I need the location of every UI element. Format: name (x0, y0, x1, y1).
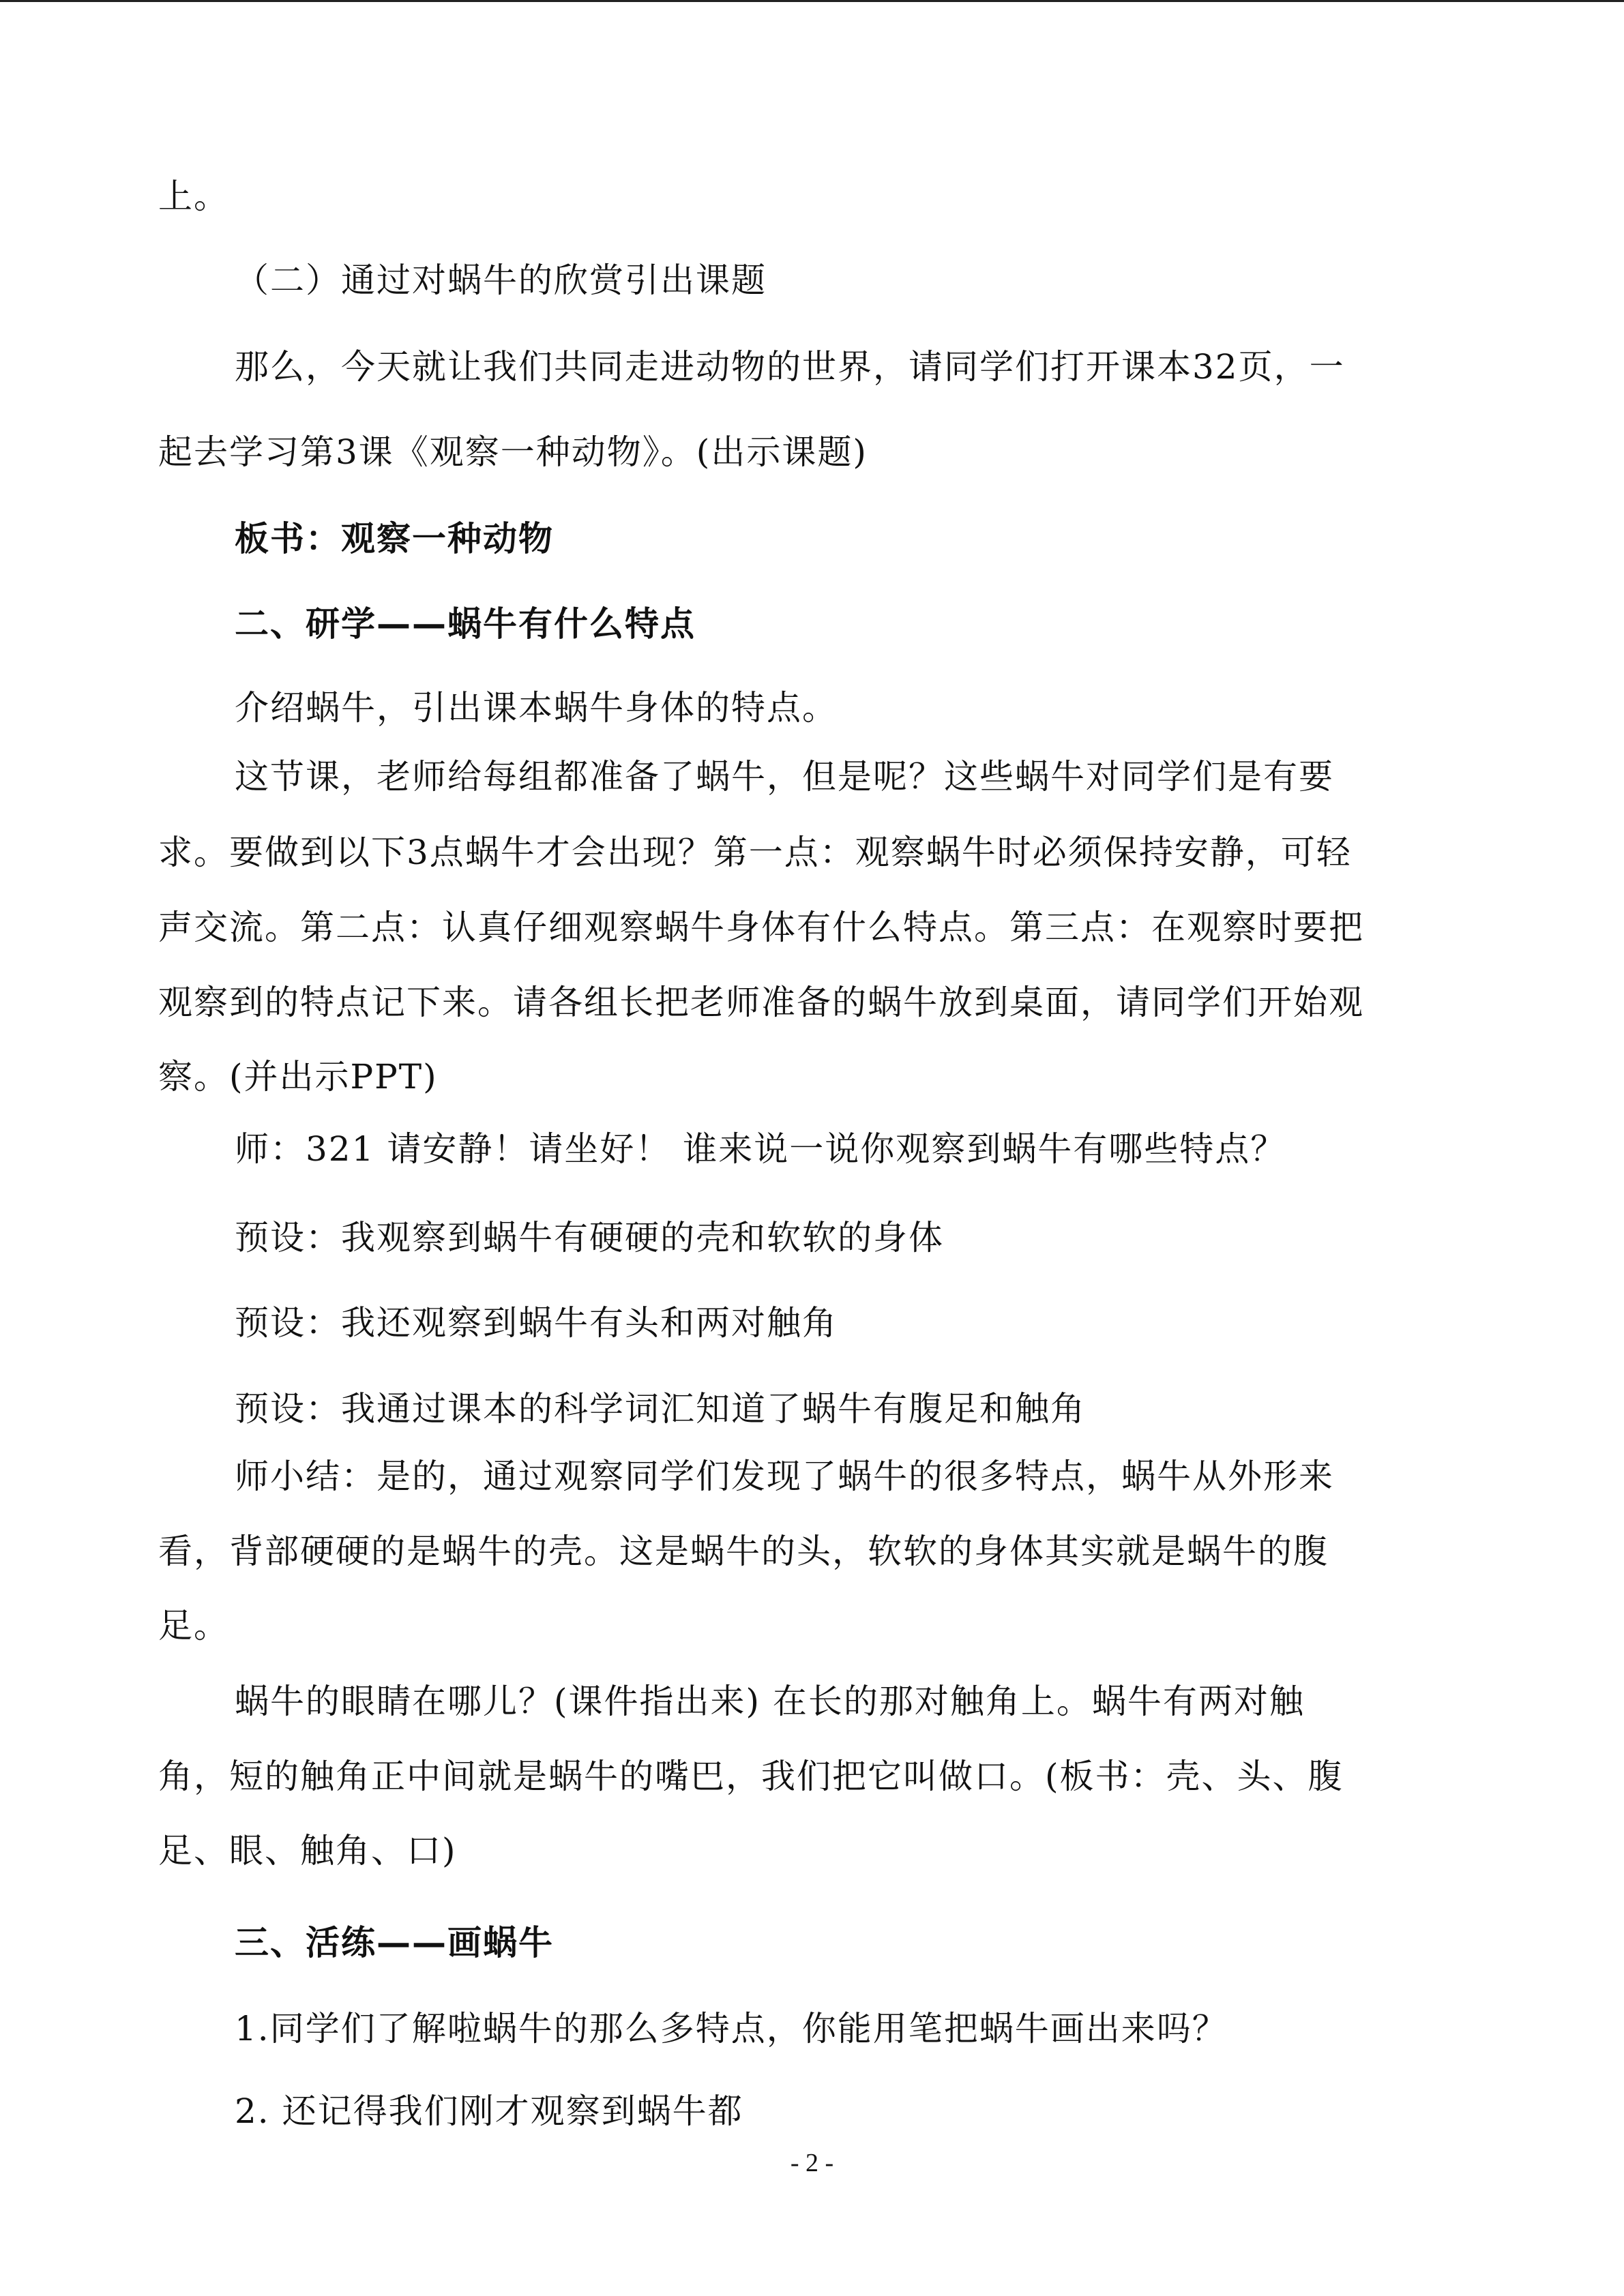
paragraph-line: 观察到的特点记下来。请各组长把老师准备的蜗牛放到桌面，请同学们开始观 (158, 983, 1364, 1022)
paragraph-line: 求。要做到以下3点蜗牛才会出现？第一点：观察蜗牛时必须保持安静，可轻 (158, 833, 1352, 872)
expected-answer-line: 预设：我还观察到蜗牛有头和两对触角 (235, 1303, 838, 1343)
top-border-line (0, 0, 1624, 2)
paragraph-line: 起去学习第3课《观察一种动物》。(出示课题) (158, 432, 868, 472)
paragraph-line: 角，短的触角正中间就是蜗牛的嘴巴，我们把它叫做口。(板书：壳、头、腹 (158, 1757, 1344, 1796)
paragraph-line: 这节课，老师给每组都准备了蜗牛，但是呢？这些蜗牛对同学们是有要 (235, 757, 1334, 796)
paragraph-line: 察。(并出示PPT) (158, 1057, 438, 1097)
list-item: 2. 还记得我们刚才观察到蜗牛都 (235, 2091, 743, 2131)
teacher-line: 师：321 请安静！请坐好！ 谁来说一说你观察到蜗牛有哪些特点？ (235, 1129, 1286, 1169)
paragraph-line: 足。 (158, 1606, 229, 1645)
paragraph-line: 足、眼、触角、口) (158, 1831, 457, 1870)
paragraph-line: 蜗牛的眼睛在哪儿？(课件指出来) 在长的那对触角上。蜗牛有两对触 (235, 1682, 1305, 1721)
section-heading: 二、研学——蜗牛有什么特点 (235, 604, 696, 644)
teacher-summary-line: 师小结：是的，通过观察同学们发现了蜗牛的很多特点，蜗牛从外形来 (235, 1457, 1334, 1496)
paragraph-line: 那么，今天就让我们共同走进动物的世界，请同学们打开课本32页，一 (235, 347, 1345, 387)
paragraph-line: 声交流。第二点：认真仔细观察蜗牛身体有什么特点。第三点：在观察时要把 (158, 908, 1364, 947)
list-item: 1.同学们了解啦蜗牛的那么多特点，你能用笔把蜗牛画出来吗？ (235, 2009, 1228, 2048)
paragraph-line: 介绍蜗牛，引出课本蜗牛身体的特点。 (235, 688, 838, 728)
page-number: - 2 - (790, 2149, 834, 2177)
paragraph-line: 看，背部硬硬的是蜗牛的壳。这是蜗牛的头，软软的身体其实就是蜗牛的腹 (158, 1532, 1329, 1571)
expected-answer-line: 预设：我观察到蜗牛有硬硬的壳和软软的身体 (235, 1218, 944, 1257)
blackboard-note: 板书：观察一种动物 (235, 519, 554, 558)
text-line-continuation: 上。 (158, 177, 229, 216)
expected-answer-line: 预设：我通过课本的科学词汇知道了蜗牛有腹足和触角 (235, 1389, 1086, 1429)
section-heading-sub: （二）通过对蜗牛的欣赏引出课题 (235, 260, 767, 300)
section-heading: 三、活练——画蜗牛 (235, 1923, 554, 1963)
